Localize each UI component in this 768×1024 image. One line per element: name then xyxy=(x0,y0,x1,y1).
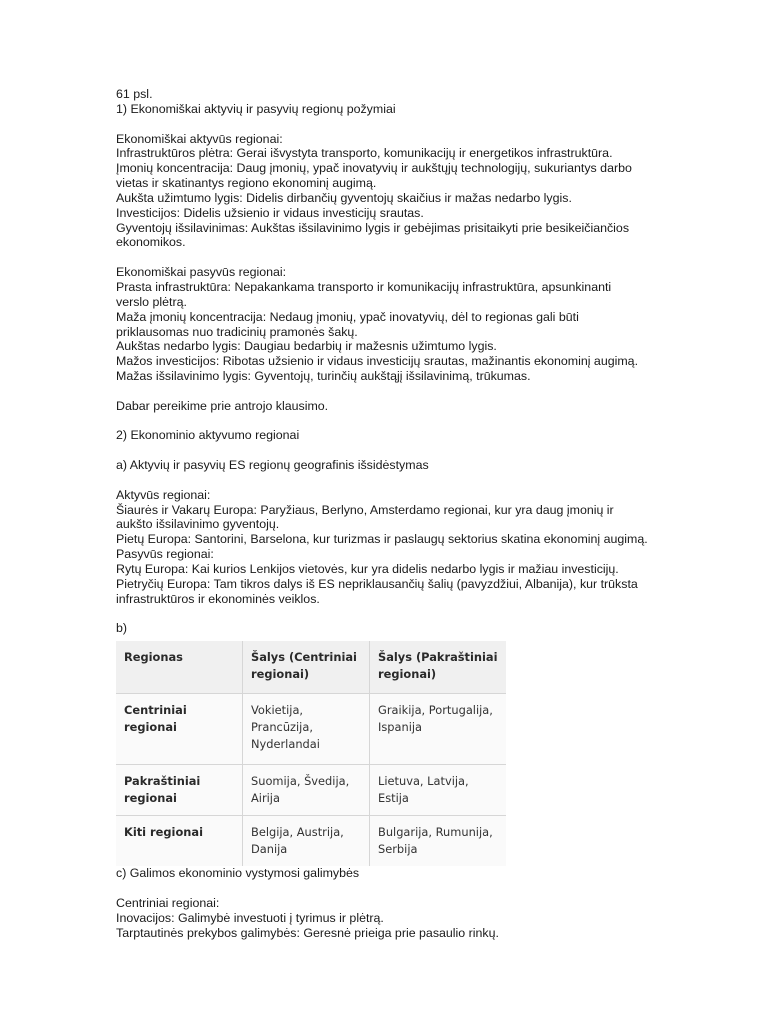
spacer xyxy=(116,250,656,265)
table-cell: Suomija, Švedija, Airija xyxy=(243,765,370,816)
table-cell: Pakraštiniai regionai xyxy=(116,765,243,816)
table-cell: Vokietija, Prancūzija, Nyderlandai xyxy=(243,694,370,765)
table-cell: Lietuva, Latvija, Estija xyxy=(370,765,507,816)
table-row xyxy=(116,765,506,816)
eu-passive-title: Pasyvūs regionai: xyxy=(116,547,214,562)
eu-passive-item-2: Pietryčių Europa: Tam tikros dalys iš ES nepriklausančių šalių (pavyzdžiui, Albanija), kur trūksta infrastruktūros ir ekonominės veiklos. xyxy=(116,576,638,606)
table-cell: Graikija, Portugalija, Ispanija xyxy=(370,694,507,765)
passive-item-3: Aukštas nedarbo lygis: Daugiau bedarbių ir mažesnis užimtumo lygis. xyxy=(116,339,497,354)
central-item-1: Inovacijos: Galimybė investuoti į tyrimus ir plėtrą. xyxy=(116,910,384,925)
transition-text: Dabar pereikime prie antrojo klausimo. xyxy=(116,398,329,413)
eu-active-item-1: Šiaurės ir Vakarų Europa: Paryžiaus, Berlyno, Amsterdamo regionai, kur yra daug įmonių ir aukšto išsilavinimo gyventojų. xyxy=(116,502,614,532)
spacer xyxy=(116,414,656,429)
table-row xyxy=(116,694,506,765)
table-header-row xyxy=(116,641,506,694)
spacer xyxy=(116,473,656,488)
spacer xyxy=(116,881,656,896)
passive-item-4: Mažos investicijos: Ribotas užsienio ir vidaus investicijų srautas, mažinantis ekonominį augimą. xyxy=(116,354,639,369)
question-2-heading: 2) Ekonominio aktyvumo regionai xyxy=(116,428,300,443)
passive-regions-title: Ekonomiškai pasyvūs regionai: xyxy=(116,265,287,280)
active-item-2: Įmonių koncentracija: Daug įmonių, ypač inovatyvių ir aukštųjų technologijų, sukuriantys darbo vietas ir skatinantys regiono ekonominį augimą. xyxy=(116,161,632,191)
section-c-heading: c) Galimos ekonominio vystymosi galimybės xyxy=(116,866,360,881)
central-regions-title: Centriniai regionai: xyxy=(116,895,220,910)
table-cell: Belgija, Austrija, Danija xyxy=(243,816,370,867)
eu-active-title: Aktyvūs regionai: xyxy=(116,487,211,502)
active-item-5: Gyventojų išsilavinimas: Aukštas išsilavinimo lygis ir gebėjimas prisitaikyti prie besikeičiančios ekonomikos. xyxy=(116,220,630,250)
table-cell: Kiti regionai xyxy=(116,816,243,867)
section-b-label: b) xyxy=(116,621,128,636)
table-header-cell: Šalys (Centriniai regionai) xyxy=(243,641,370,694)
table-cell: Centriniai regionai xyxy=(116,694,243,765)
eu-passive-item-1: Rytų Europa: Kai kurios Lenkijos vietovės, kur yra didelis nedarbo lygis ir mažiau investicijų. xyxy=(116,562,619,576)
section-a-heading: a) Aktyvių ir pasyvių ES regionų geografinis išsidėstymas xyxy=(116,458,429,473)
passive-item-2: Maža įmonių koncentracija: Nedaug įmonių, ypač inovatyvių, dėl to regionas gali būti priklausomas nuo tradicinių pramonės šakų. xyxy=(116,309,579,339)
spacer xyxy=(116,607,656,622)
table-header-cell: Regionas xyxy=(116,641,243,694)
spacer xyxy=(116,384,656,399)
active-item-3: Aukšta užimtumo lygis: Didelis dirbančių gyventojų skaičius ir mažas nedarbo lygis. xyxy=(116,190,572,205)
active-item-1: Infrastruktūros plėtra: Gerai išvystyta transporto, komunikacijų ir energetikos infrastruktūra. xyxy=(116,146,613,161)
regions-table-image xyxy=(116,641,506,866)
table-cell: Bulgarija, Rumunija, Serbija xyxy=(378,825,493,857)
spacer xyxy=(116,117,656,132)
table-header-cell: Šalys (Pakraštiniai regionai) xyxy=(370,641,507,694)
eu-active-item-2: Pietų Europa: Santorini, Barselona, kur turizmas ir paslaugų sektorius skatina ekonominį augimą. xyxy=(116,532,648,547)
spacer xyxy=(116,443,656,458)
document-page xyxy=(116,87,656,940)
table-row xyxy=(116,816,506,867)
question-1-heading: 1) Ekonomiškai aktyvių ir pasyvių regionų požymiai xyxy=(116,101,396,116)
central-item-2: Tarptautinės prekybos galimybės: Geresnė prieiga prie pasaulio rinkų. xyxy=(116,925,499,940)
page-number: 61 psl. xyxy=(116,87,153,101)
active-item-4: Investicijos: Didelis užsienio ir vidaus investicijų srautas. xyxy=(116,205,424,220)
passive-item-1: Prasta infrastruktūra: Nepakankama transporto ir komunikacijų infrastruktūra, apsunkinanti verslo plėtrą. xyxy=(116,279,612,309)
active-regions-title: Ekonomiškai aktyvūs regionai: xyxy=(116,131,283,146)
passive-item-5: Mažas išsilavinimo lygis: Gyventojų, turinčių aukštąjį išsilavinimą, trūkumas. xyxy=(116,369,531,384)
regions-table xyxy=(116,641,506,866)
